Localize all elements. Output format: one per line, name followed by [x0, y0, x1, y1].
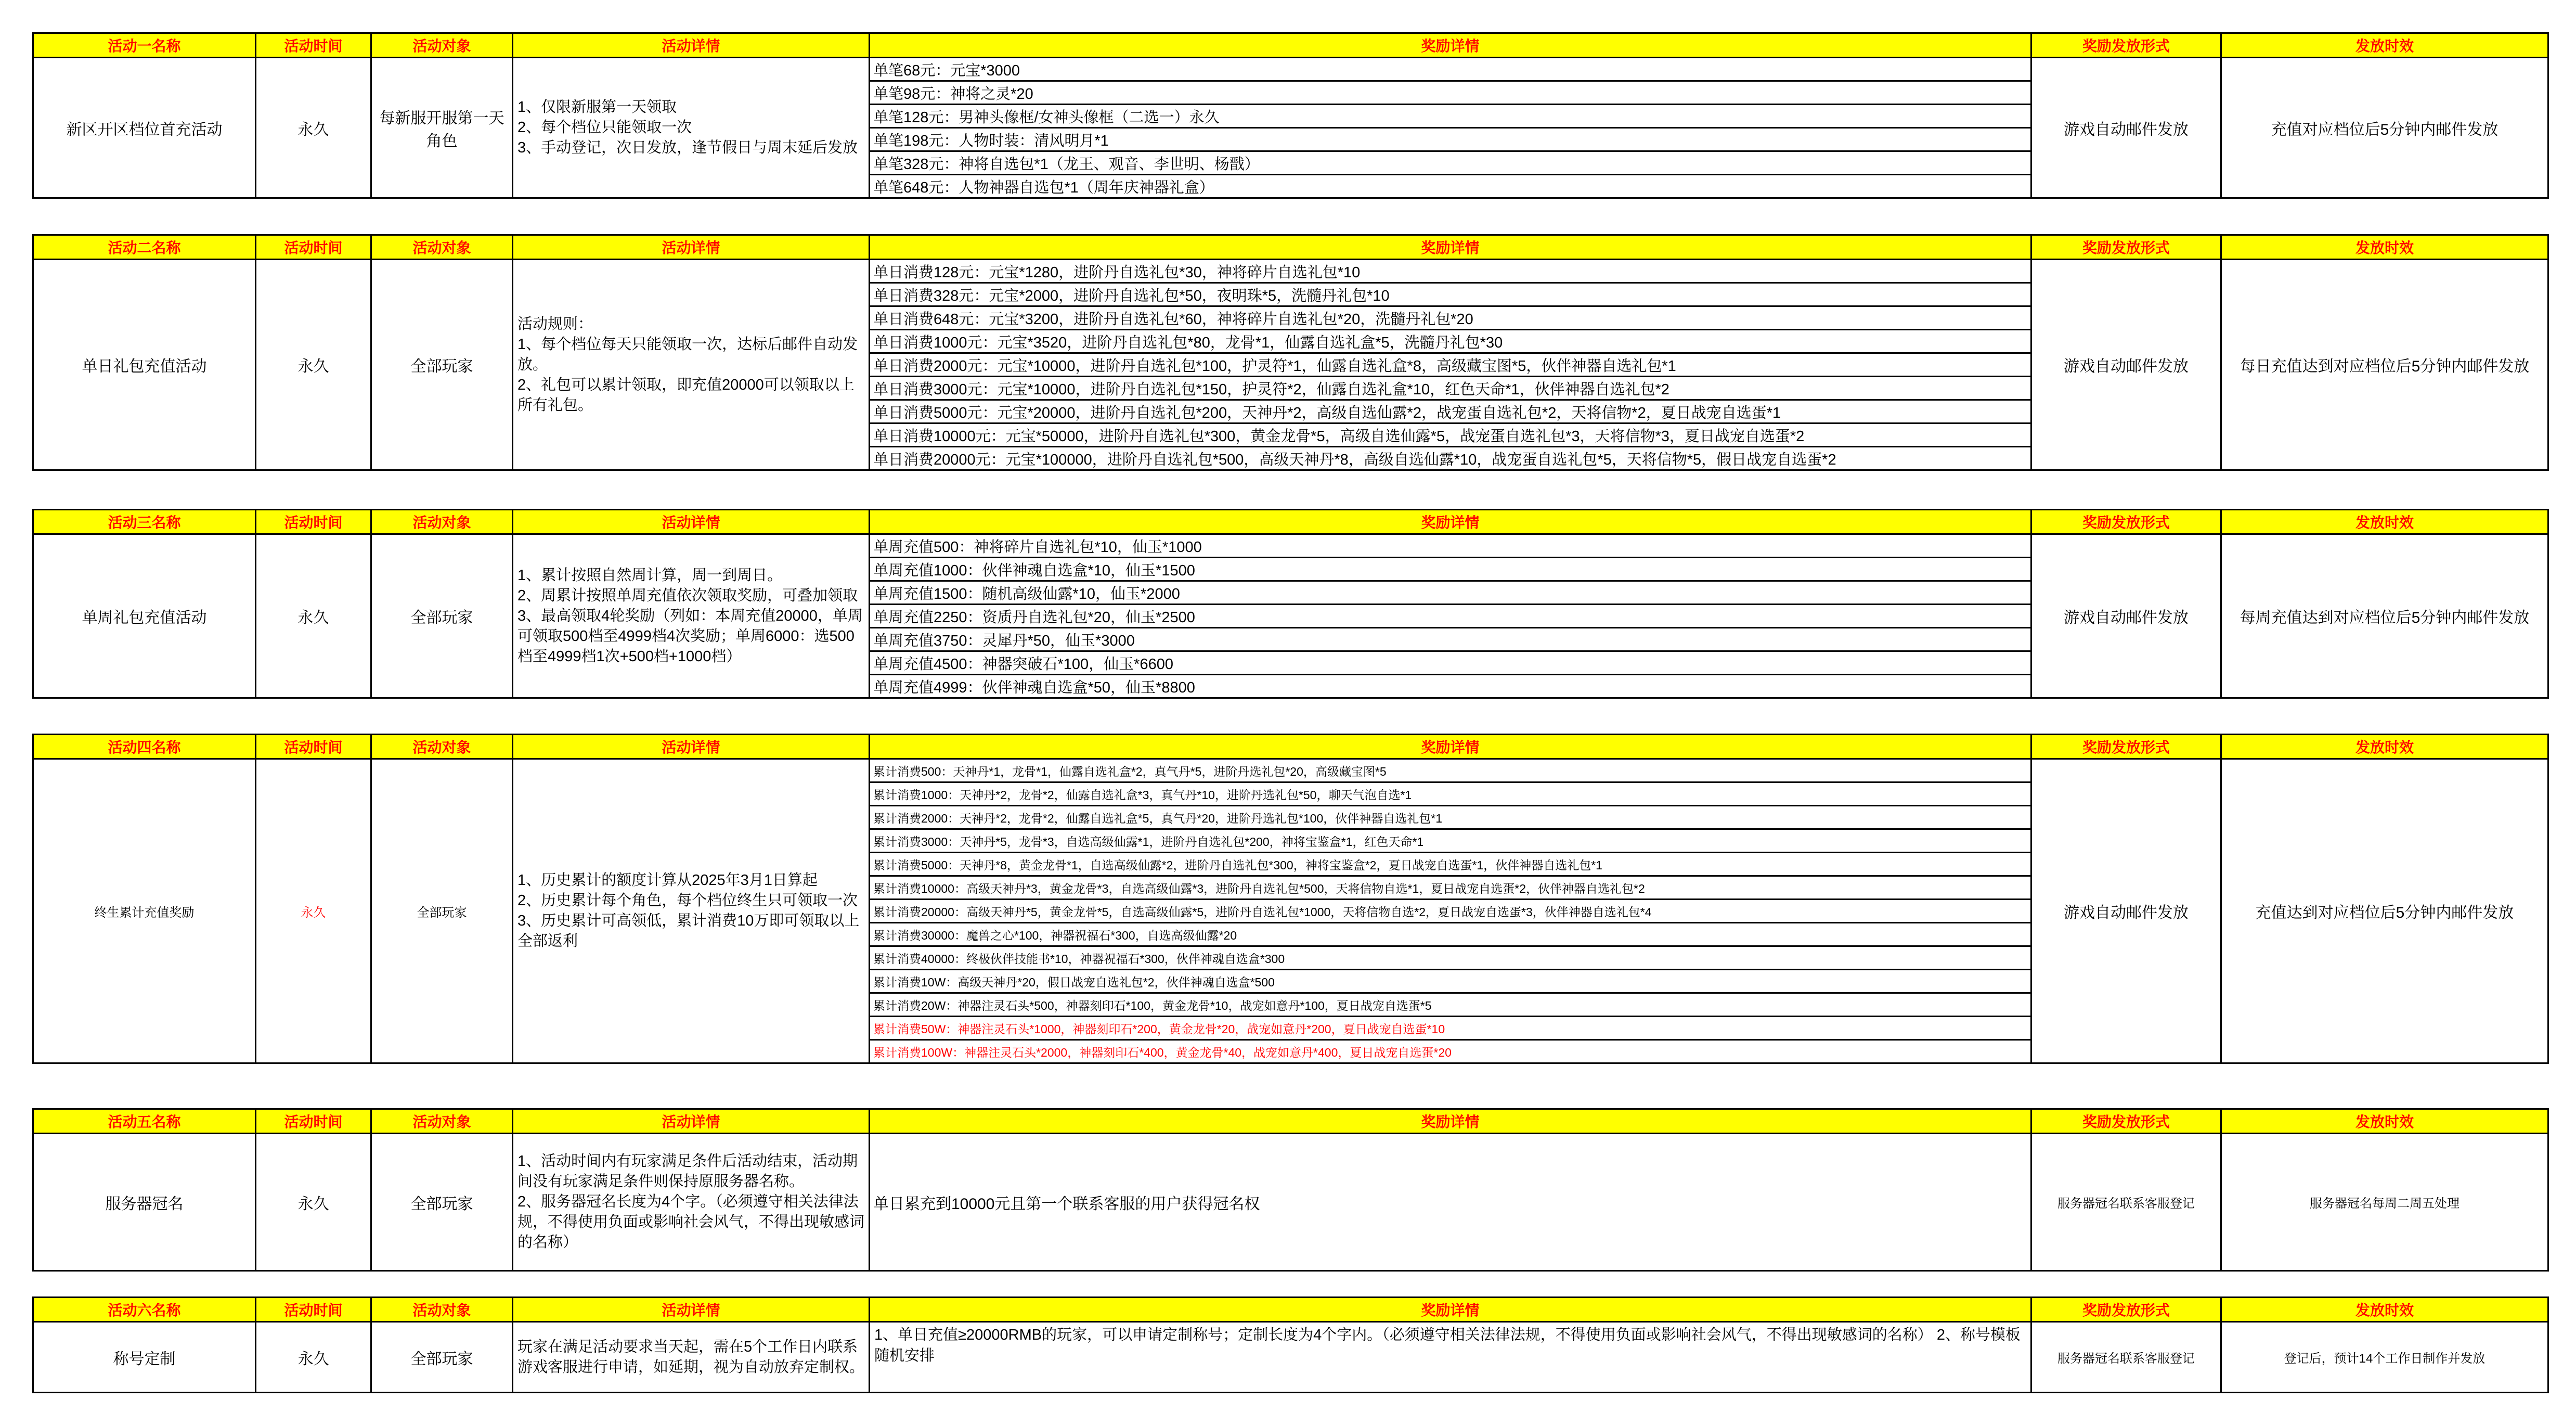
header-time: 活动时间	[256, 235, 371, 260]
table-row	[33, 1134, 2548, 1271]
header-time: 活动时间	[256, 510, 371, 534]
detail-line: 3、历史累计可高领低，累计消费10万即可领取以上全部返利	[517, 913, 860, 949]
header-row	[33, 1298, 2548, 1322]
reward-timing: 每日充值达到对应档位后5分钟内邮件发放	[2221, 260, 2548, 470]
reward-item: 单笔648元：人物神器自选包*1（周年庆神器礼盒）	[870, 175, 2031, 198]
header-details: 活动详情	[513, 735, 870, 759]
reward-item: 单笔68元：元宝*3000	[870, 58, 2031, 81]
activity-time: 永久	[256, 1322, 371, 1393]
reward-item: 单日消费3000元：元宝*10000，进阶丹自选礼包*150，护灵符*2，仙露自选礼盒*10，红色天命*1，伙伴神器自选礼包*2	[870, 377, 2031, 400]
header-target: 活动对象	[371, 735, 513, 759]
activity-details	[513, 1322, 870, 1393]
header-details: 活动详情	[513, 235, 870, 260]
header-name: 活动四名称	[33, 735, 256, 759]
header-time: 活动时间	[256, 33, 371, 58]
activity-time: 永久	[256, 1134, 371, 1271]
reward-item: 累计消费3000：天神丹*5，龙骨*3，自选高级仙露*1，进阶丹自选礼包*200，神将宝鉴盒*1，红色天命*1	[870, 829, 2031, 853]
activity-target: 全部玩家	[371, 260, 513, 470]
reward-item: 单日消费2000元：元宝*10000，进阶丹自选礼包*100，护灵符*1，仙露自选礼盒*8，高级藏宝图*5，伙伴神器自选礼包*1	[870, 353, 2031, 377]
reward-item: 单笔328元：神将自选包*1（龙王、观音、李世明、杨戬）	[870, 151, 2031, 175]
reward-item: 单周充值4999：伙伴神魂自选盒*50，仙玉*8800	[870, 675, 2031, 698]
header-form: 奖励发放形式	[2031, 1109, 2221, 1134]
activity-target: 全部玩家	[371, 759, 513, 1063]
activity-details	[513, 534, 870, 698]
reward-item: 累计消费2000：天神丹*2，龙骨*2，仙露自选礼盒*5，真气丹*20，进阶丹选礼包*100，伙伴神器自选礼包*1	[870, 806, 2031, 829]
reward-item: 单周充值1500：随机高级仙露*10，仙玉*2000	[870, 581, 2031, 605]
header-target: 活动对象	[371, 33, 513, 58]
header-timing: 发放时效	[2221, 1109, 2548, 1134]
activity-block-2	[32, 234, 2547, 471]
reward-form: 游戏自动邮件发放	[2031, 759, 2221, 1063]
reward-timing: 充值对应档位后5分钟内邮件发放	[2221, 58, 2548, 198]
activity-block-4	[32, 734, 2547, 1064]
header-name: 活动五名称	[33, 1109, 256, 1134]
reward-item: 单日消费5000元：元宝*20000，进阶丹自选礼包*200，天神丹*2，高级自选仙露*2，战宠蛋自选礼包*2，天将信物*2，夏日战宠自选蛋*1	[870, 400, 2031, 423]
header-target: 活动对象	[371, 510, 513, 534]
reward-item: 单日累充到10000元且第一个联系客服的用户获得冠名权	[870, 1134, 2031, 1271]
header-name: 活动一名称	[33, 33, 256, 58]
detail-line: 1、累计按照自然周计算，周一到周日。	[517, 567, 783, 584]
reward-item: 单日消费1000元：元宝*3520，进阶丹自选礼包*80，龙骨*1，仙露自选礼盒*5，洗髓丹礼包*30	[870, 330, 2031, 353]
header-rewards: 奖励详情	[870, 1298, 2031, 1322]
reward-timing: 充值达到对应档位后5分钟内邮件发放	[2221, 759, 2548, 1063]
reward-item: 单周充值2250：资质丹自选礼包*20，仙玉*2500	[870, 605, 2031, 628]
header-row	[33, 1109, 2548, 1134]
reward-item: 累计消费30000：魔兽之心*100，神器祝福石*300，自选高级仙露*20	[870, 923, 2031, 946]
reward-timing: 每周充值达到对应档位后5分钟内邮件发放	[2221, 534, 2548, 698]
header-form: 奖励发放形式	[2031, 235, 2221, 260]
header-target: 活动对象	[371, 235, 513, 260]
reward-form: 游戏自动邮件发放	[2031, 260, 2221, 470]
activity-time: 永久	[256, 534, 371, 698]
header-name: 活动六名称	[33, 1298, 256, 1322]
detail-line: 1、每个档位每天只能领取一次，达标后邮件自动发放。	[517, 336, 858, 373]
header-rewards: 奖励详情	[870, 735, 2031, 759]
header-row	[33, 510, 2548, 534]
activity-details	[513, 260, 870, 470]
reward-item: 累计消费10000：高级天神丹*3，黄金龙骨*3，自选高级仙露*3，进阶丹自选礼包*500，天将信物自选*1，夏日战宠自选蛋*2，伙伴神器自选礼包*2	[870, 876, 2031, 900]
reward-form: 游戏自动邮件发放	[2031, 58, 2221, 198]
reward-item: 单日消费10000元：元宝*50000，进阶丹自选礼包*300，黄金龙骨*5，高级自选仙露*5，战宠蛋自选礼包*3，天将信物*3，夏日战宠自选蛋*2	[870, 423, 2031, 447]
activity-target: 每新服开服第一天角色	[371, 58, 513, 198]
table-row	[33, 759, 2548, 782]
activity-target: 全部玩家	[371, 534, 513, 698]
table-row	[33, 260, 2548, 283]
reward-form: 服务器冠名联系客服登记	[2031, 1134, 2221, 1271]
header-form: 奖励发放形式	[2031, 735, 2221, 759]
reward-item: 单日消费128元：元宝*1280，进阶丹自选礼包*30，神将碎片自选礼包*10	[870, 260, 2031, 283]
header-name: 活动二名称	[33, 235, 256, 260]
reward-timing: 服务器冠名每周二周五处理	[2221, 1134, 2548, 1271]
activity-time: 永久	[256, 58, 371, 198]
reward-item: 累计消费20W：神器注灵石头*500，神器刻印石*100，黄金龙骨*10，战宠如意丹*100，夏日战宠自选蛋*5	[870, 993, 2031, 1017]
header-rewards: 奖励详情	[870, 33, 2031, 58]
reward-item-highlight: 累计消费100W：神器注灵石头*2000，神器刻印石*400，黄金龙骨*40，战宠如意丹*400，夏日战宠自选蛋*20	[870, 1040, 2031, 1063]
reward-item: 单周充值1000：伙伴神魂自选盒*10，仙玉*1500	[870, 558, 2031, 581]
activity-name: 单周礼包充值活动	[33, 534, 256, 698]
activity-name: 单日礼包充值活动	[33, 260, 256, 470]
header-timing: 发放时效	[2221, 235, 2548, 260]
reward-item: 单周充值500：神将碎片自选礼包*10，仙玉*1000	[870, 534, 2031, 558]
activity-block-3	[32, 509, 2547, 699]
reward-details	[870, 1322, 2031, 1393]
activity-details	[513, 1134, 870, 1271]
activity-name: 称号定制	[33, 1322, 256, 1393]
detail-line: 1、历史累计的额度计算从2025年3月1日算起	[517, 872, 818, 889]
detail-line: 2、周累计按照单周充值依次领取奖励，可叠加领取	[517, 587, 858, 604]
reward-form: 服务器冠名联系客服登记	[2031, 1322, 2221, 1393]
reward-item: 单笔198元：人物时装：清风明月*1	[870, 128, 2031, 151]
detail-line: 2、历史累计每个角色，每个档位终生只可领取一次	[517, 892, 858, 909]
reward-item: 累计消费500：天神丹*1，龙骨*1，仙露自选礼盒*2，真气丹*5，进阶丹选礼包*20，高级藏宝图*5	[870, 759, 2031, 782]
detail-line: 2、每个档位只能领取一次	[517, 119, 692, 136]
reward-timing: 登记后，预计14个工作日制作并发放	[2221, 1322, 2548, 1393]
detail-line: 活动规则：	[517, 315, 593, 332]
header-row	[33, 235, 2548, 260]
reward-item: 累计消费40000：终极伙伴技能书*10，神器祝福石*300，伙伴神魂自选盒*300	[870, 946, 2031, 970]
activity-block-1	[32, 32, 2547, 199]
header-rewards: 奖励详情	[870, 235, 2031, 260]
header-row	[33, 735, 2548, 759]
header-time: 活动时间	[256, 1298, 371, 1322]
activity-target: 全部玩家	[371, 1322, 513, 1393]
header-time: 活动时间	[256, 735, 371, 759]
table-row	[33, 534, 2548, 558]
header-details: 活动详情	[513, 510, 870, 534]
header-row	[33, 33, 2548, 58]
activity-name: 新区开区档位首充活动	[33, 58, 256, 198]
reward-item: 累计消费1000：天神丹*2，龙骨*2，仙露自选礼盒*3，真气丹*10，进阶丹选礼包*50，聊天气泡自选*1	[870, 782, 2031, 806]
detail-line: 1、活动时间内有玩家满足条件后活动结束，活动期间没有玩家满足条件则保持原服务器名称。	[517, 1153, 858, 1190]
activity-details	[513, 58, 870, 198]
activity-table-6	[32, 1296, 2549, 1393]
activity-table-4	[32, 734, 2549, 1064]
activity-name: 服务器冠名	[33, 1134, 256, 1271]
detail-line: 1、仅限新服第一天领取	[517, 99, 677, 115]
header-form: 奖励发放形式	[2031, 1298, 2221, 1322]
table-row	[33, 1322, 2548, 1393]
reward-item: 累计消费5000：天神丹*8，黄金龙骨*1，自选高级仙露*2，进阶丹自选礼包*300，神将宝鉴盒*2，夏日战宠自选蛋*1，伙伴神器自选礼包*1	[870, 853, 2031, 876]
header-time: 活动时间	[256, 1109, 371, 1134]
reward-item: 单日消费328元：元宝*2000，进阶丹自选礼包*50，夜明珠*5，洗髓丹礼包*10	[870, 283, 2031, 306]
reward-item: 单周充值3750：灵犀丹*50，仙玉*3000	[870, 628, 2031, 651]
header-details: 活动详情	[513, 1109, 870, 1134]
reward-item: 1、单日充值≥20000RMB的玩家，可以申请定制称号；定制长度为4个字内。（必须遵守相关法律法规，不得使用负面或影响社会风气，不得出现敏感词的名称）	[874, 1327, 1933, 1343]
table-row	[33, 58, 2548, 81]
activity-table-2	[32, 234, 2549, 471]
reward-item: 单笔128元：男神头像框/女神头像框（二选一）永久	[870, 105, 2031, 128]
reward-item: 单笔98元：神将之灵*20	[870, 81, 2031, 105]
detail-line: 3、最高领取4轮奖励（列如：本周充值20000，单周可领取500档至4999档4次奖励；单周6000：选500档至4999档1次+500档+1000档）	[517, 607, 863, 665]
header-rewards: 奖励详情	[870, 1109, 2031, 1134]
header-name: 活动三名称	[33, 510, 256, 534]
header-target: 活动对象	[371, 1109, 513, 1134]
reward-item-highlight: 累计消费50W：神器注灵石头*1000，神器刻印石*200，黄金龙骨*20，战宠如意丹*200，夏日战宠自选蛋*10	[870, 1017, 2031, 1040]
header-timing: 发放时效	[2221, 735, 2548, 759]
header-rewards: 奖励详情	[870, 510, 2031, 534]
header-target: 活动对象	[371, 1298, 513, 1322]
header-details: 活动详情	[513, 1298, 870, 1322]
activity-table-1	[32, 32, 2549, 199]
reward-item: 2、称号模板随机安排	[874, 1327, 2021, 1364]
activity-table-5	[32, 1108, 2549, 1272]
activity-name: 终生累计充值奖励	[33, 759, 256, 1063]
header-timing: 发放时效	[2221, 1298, 2548, 1322]
reward-item: 单日消费648元：元宝*3200，进阶丹自选礼包*60，神将碎片自选礼包*20，洗髓丹礼包*20	[870, 306, 2031, 330]
header-details: 活动详情	[513, 33, 870, 58]
reward-item: 单周充值4500：神器突破石*100，仙玉*6600	[870, 651, 2031, 675]
detail-line: 2、礼包可以累计领取，即充值20000可以领取以上所有礼包。	[517, 376, 855, 414]
reward-item: 单日消费20000元：元宝*100000，进阶丹自选礼包*500，高级天神丹*8，高级自选仙露*10，战宠蛋自选礼包*5，天将信物*5，假日战宠自选蛋*2	[870, 447, 2031, 470]
header-form: 奖励发放形式	[2031, 33, 2221, 58]
activity-target: 全部玩家	[371, 1134, 513, 1271]
activity-block-6	[32, 1296, 2547, 1393]
detail-line: 玩家在满足活动要求当天起，需在5个工作日内联系游戏客服进行申请，如延期，视为自动放弃定制权。	[517, 1338, 865, 1376]
header-form: 奖励发放形式	[2031, 510, 2221, 534]
reward-item: 累计消费10W：高级天神丹*20，假日战宠自选礼包*2，伙伴神魂自选盒*500	[870, 970, 2031, 993]
activity-table-3	[32, 509, 2549, 699]
activity-details	[513, 759, 870, 1063]
detail-line: 2、服务器冠名长度为4个字。（必须遵守相关法律法规，不得使用负面或影响社会风气，不得出现敏感词的名称）	[517, 1193, 865, 1251]
activity-time: 永久	[256, 260, 371, 470]
header-timing: 发放时效	[2221, 510, 2548, 534]
detail-line: 3、手动登记，次日发放，逢节假日与周末延后发放	[517, 139, 858, 156]
reward-form: 游戏自动邮件发放	[2031, 534, 2221, 698]
reward-item: 累计消费20000：高级天神丹*5，黄金龙骨*5，自选高级仙露*5，进阶丹自选礼包*1000，天将信物自选*2，夏日战宠自选蛋*3，伙伴神器自选礼包*4	[870, 900, 2031, 923]
activity-time: 永久	[256, 759, 371, 1063]
activity-block-5	[32, 1108, 2547, 1272]
header-timing: 发放时效	[2221, 33, 2548, 58]
